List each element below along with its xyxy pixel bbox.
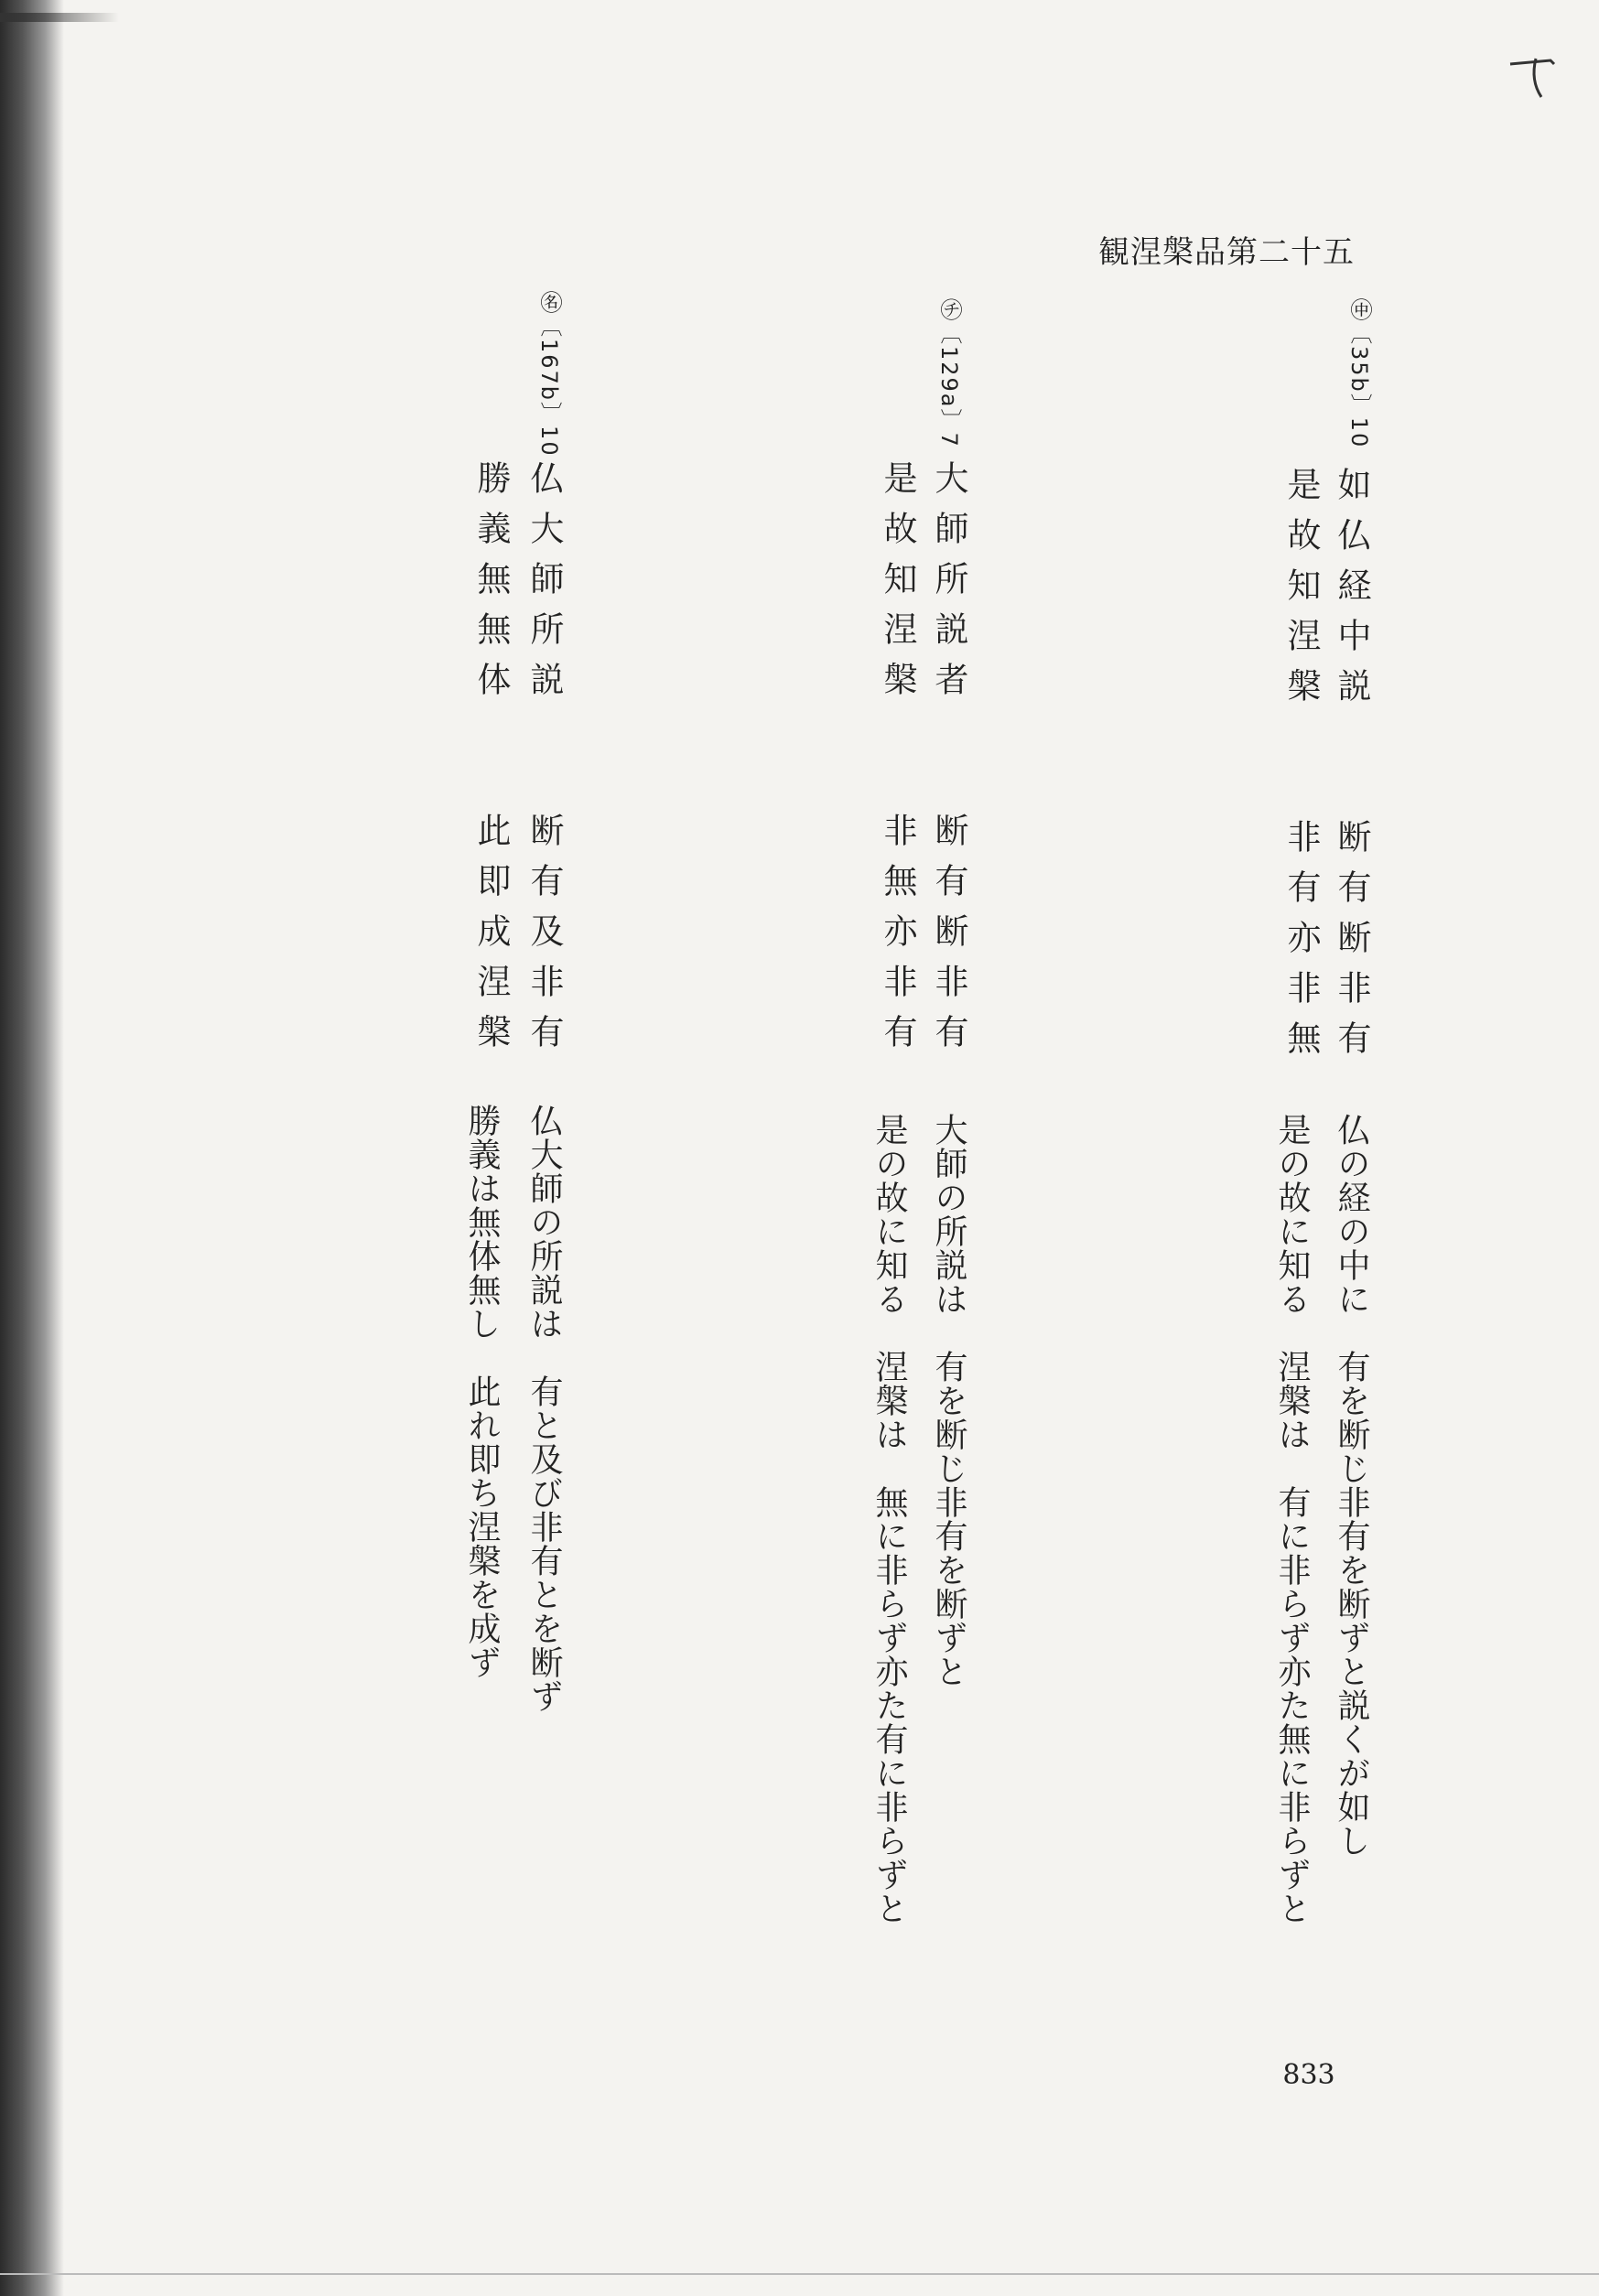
translation-line: 仏の経の中に 有を断じ非有を断ずと説くが如し [1333, 1113, 1370, 1858]
verse-line: 是故知涅槃 非有亦非無 [1281, 467, 1321, 1071]
verse-line: 如仏経中説 断有断非有 [1332, 467, 1371, 1071]
verse-reference: ㊔〔167b〕10 [536, 291, 562, 458]
page-binding-top-shadow [0, 13, 119, 22]
translation-line: 大師の所説は 有を断じ非有を断ずと [930, 1113, 967, 1688]
verse-line: 勝義無無体 此即成涅槃 [471, 460, 511, 1064]
verse-reference: ㊥〔35b〕10 [1346, 298, 1372, 449]
verse-line: 是故知涅槃 非無亦非有 [878, 460, 917, 1064]
corner-mark-icon [1508, 46, 1556, 99]
translation-line: 勝義は無体無し 此れ即ち涅槃を成ず [463, 1104, 501, 1679]
bottom-scan-edge [0, 2273, 1599, 2275]
verse-line: 大師所説者 断有断非有 [929, 460, 968, 1064]
translation-line: 是の故に知る 涅槃は 無に非らず亦た有に非らずと [870, 1113, 908, 1925]
translation-line: 是の故に知る 涅槃は 有に非らず亦た無に非らずと [1273, 1113, 1311, 1925]
running-header: 観涅槃品第二十五 [1098, 234, 1355, 271]
verse-reference: ㋠〔129a〕7 [936, 298, 962, 448]
page-binding-shadow [0, 0, 64, 2296]
page-number: 833 [1282, 2059, 1335, 2091]
translation-line: 仏大師の所説は 有と及び非有とを断ず [525, 1104, 563, 1713]
verse-line: 仏大師所説 断有及非有 [524, 460, 564, 1064]
